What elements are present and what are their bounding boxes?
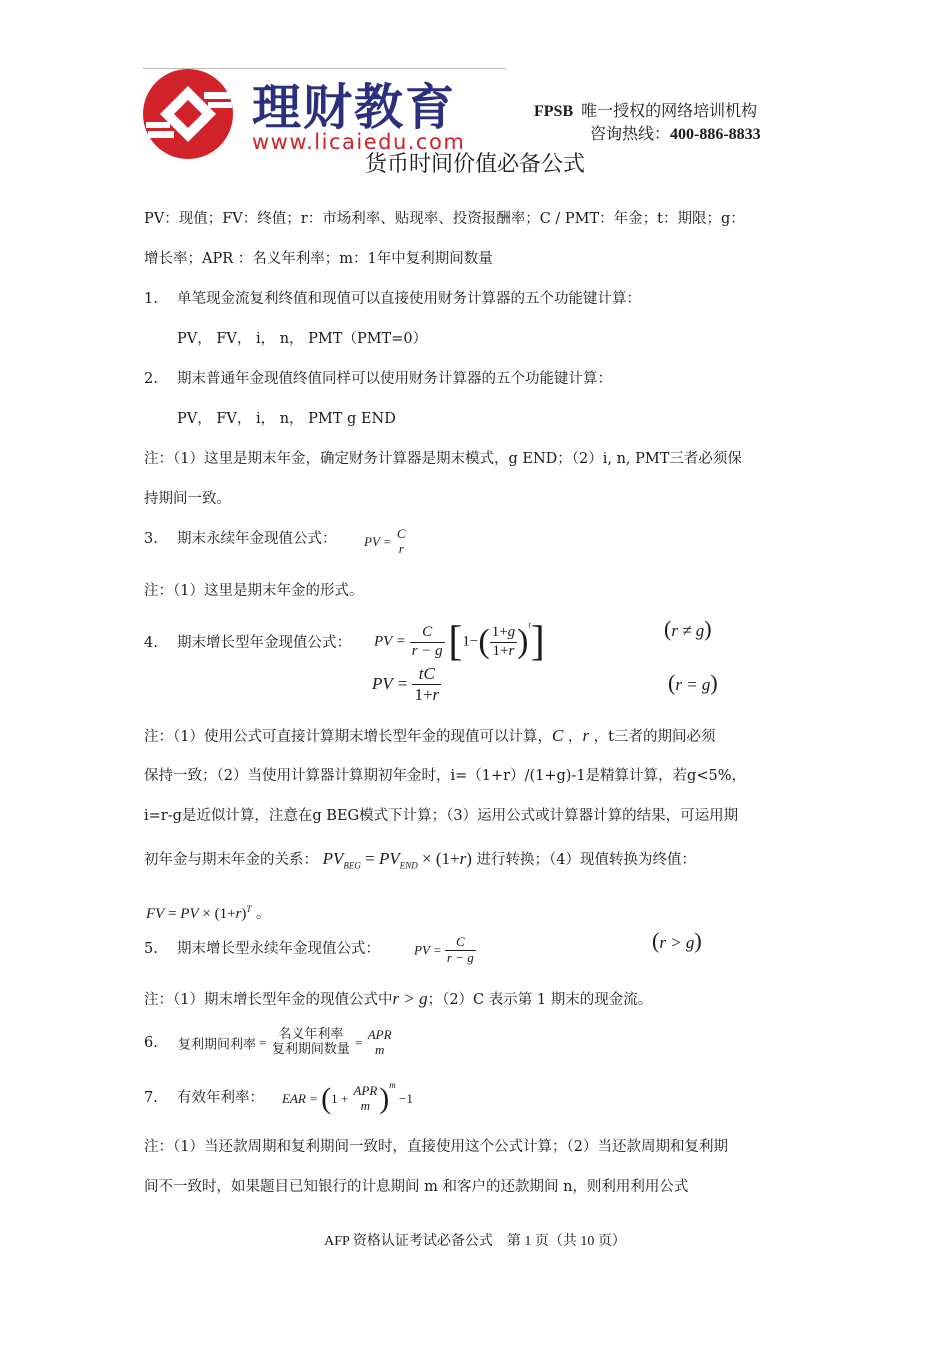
formula-ear: EAR = (1 + APR m )$^m$ −1	[282, 1080, 413, 1116]
formula-growing-annuity: PV = $\frac{C}{r - g}$ [1−( $\frac{1+g}{1+r}$ )$^t$]	[374, 619, 545, 665]
note-line: 注：（1）期末增长型年金的现值公式中r > g；（2）C 表示第 1 期末的现金流。	[144, 989, 653, 1008]
note-line: 注：（1）这里是期末年金，确定财务计算器是期末模式，g END；（2）i, n, PMT三者必须保	[144, 451, 742, 467]
para-line: 增长率；APR ：名义年利率；m：1年中复利期间数量	[144, 251, 493, 267]
brand-url: www.licaiedu.com	[252, 130, 466, 154]
page-footer: AFP 资格认证考试必备公式 第 1 页（共 10 页）	[324, 1234, 626, 1249]
licaiedu-logo-icon	[140, 68, 240, 160]
formula-periodic-rate: 复利期间利率 = 名义年利率 复利期间数量 = APR m	[178, 1027, 392, 1057]
item-3: 3. 期末永续年金现值公式：	[144, 531, 337, 547]
page-title: 货币时间价值必备公式	[364, 152, 585, 177]
item-4: 4. 期末增长型年金现值公式：	[144, 635, 351, 651]
note-line: 保持一致；（2）当使用计算器计算期初年金时，i=（1+r）/(1+g)-1是精算计算，若g<5%，	[144, 768, 746, 784]
para-line: PV：现值；FV：终值；r：市场利率、贴现率、投资报酬率；C / PMT：年金；t：期限；g：	[144, 211, 745, 227]
formula-growing-annuity-equal: PV = $\frac{tC}{1+r}$	[372, 664, 440, 704]
note-line: 注：（1）当还款周期和复利期间一致时，直接使用这个公式计算；（2）当还款周期和复利期	[144, 1139, 728, 1155]
note-line: 注：（1）使用公式可直接计算期末增长型年金的现值可以计算，C ，r ，t三者的期间必须	[144, 726, 716, 745]
brand-name: 理财教育	[252, 79, 457, 136]
para-line: PV， FV， i， n， PMT（PMT=0）	[177, 331, 428, 347]
hotline: 咨询热线：400-886-8833	[590, 126, 761, 143]
note-line: 初年金与期末年金的关系： $PV_{BEG} = PV_{END} \times (1+r)$ 进行转换；（4）现值转换为终值：	[144, 849, 696, 871]
note-line: 注：（1）这里是期末年金的形式。	[144, 583, 364, 599]
formula-perpetuity: PV = C r	[364, 526, 406, 556]
note-line: i=r-g是近似计算，注意在g BEG模式下计算；（3）运用公式或计算器计算的结果，可运用期	[144, 808, 739, 824]
formula-growing-perpetuity: PV = $\frac{C}{r - g}$	[414, 934, 474, 965]
note-line: 持期间一致。	[144, 491, 231, 507]
item-6: 6.	[144, 1035, 158, 1051]
condition-r-eq-g: (r = g)	[668, 670, 718, 695]
item-2: 2. 期末普通年金现值终值同样可以使用财务计算器的五个功能键计算：	[144, 371, 612, 387]
fpsb-tagline: FPSB 唯一授权的网络培训机构	[534, 103, 758, 120]
condition-r-neq-g: (r ≠ g)	[664, 616, 712, 641]
para-line: PV， FV， i， n， PMT g END	[177, 411, 396, 427]
item-7: 7. 有效年利率：	[144, 1090, 264, 1106]
item-5: 5. 期末增长型永续年金现值公式：	[144, 941, 380, 957]
formula-fv: FV = PV × $(1+r)^T$ 。	[146, 904, 271, 922]
item-1: 1. 单笔现金流复利终值和现值可以直接使用财务计算器的五个功能键计算：	[144, 291, 641, 307]
condition-r-gt-g: (r > g)	[652, 928, 702, 953]
note-line: 间不一致时，如果题目已知银行的计息期间 m 和客户的还款期间 n，则利用利用公式	[144, 1179, 689, 1195]
